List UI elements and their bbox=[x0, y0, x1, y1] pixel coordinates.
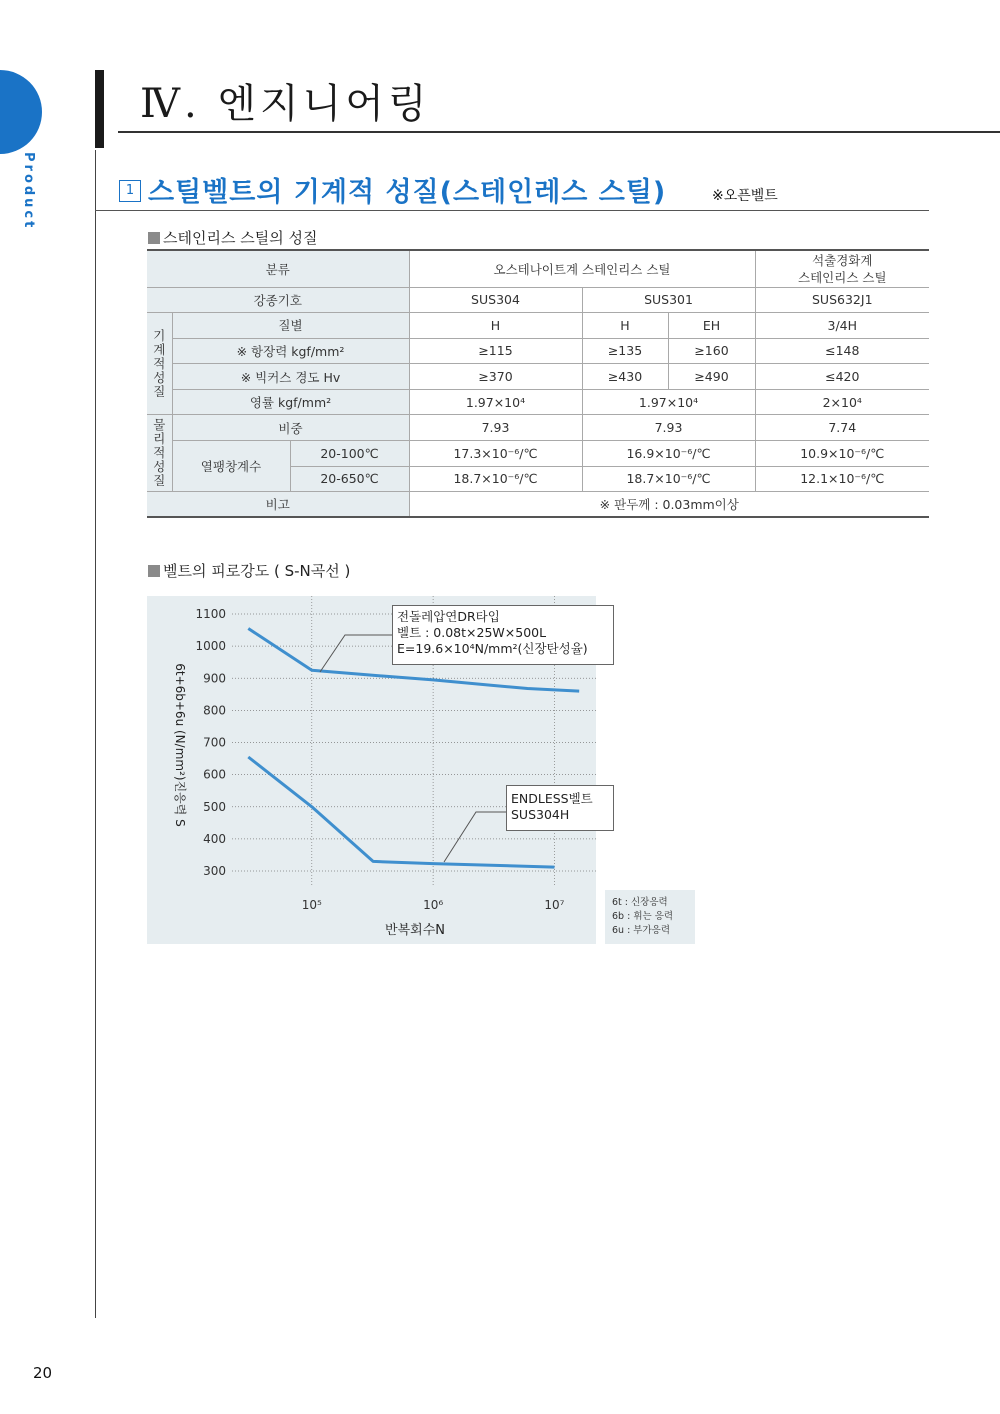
group-char: 계 bbox=[153, 341, 166, 357]
temp-range-label: 20-650℃ bbox=[290, 466, 409, 492]
grade-cell: SUS304 bbox=[409, 287, 582, 313]
row-label: 열팽창계수 bbox=[172, 441, 290, 492]
leader-line-endless bbox=[444, 812, 506, 862]
y-tick-label: 400 bbox=[203, 831, 226, 846]
cell: 3/4H bbox=[755, 313, 929, 339]
leader-line-dr bbox=[320, 635, 392, 672]
y-tick-label: 1100 bbox=[195, 607, 226, 621]
y-tick-label: 600 bbox=[203, 767, 226, 782]
cell: ≥115 bbox=[409, 338, 582, 364]
cell: ≤420 bbox=[755, 364, 929, 390]
row-label: ※ 빅커스 경도 Hv bbox=[172, 364, 409, 390]
annotation-line: E=19.6×10⁴N/mm²(신장탄성율) bbox=[397, 641, 588, 656]
cell: ≥160 bbox=[668, 338, 755, 364]
section-title: 스틸벨트의 기계적 성질(스테인레스 스틸) bbox=[148, 177, 667, 208]
annotation-line: ENDLESS벨트 bbox=[511, 791, 593, 806]
y-tick-label: 900 bbox=[203, 671, 226, 686]
cell: 10.9×10⁻⁶/℃ bbox=[755, 441, 929, 467]
header-precipitation-line1: 석출경화계 bbox=[812, 252, 873, 268]
group-char: 기 bbox=[153, 327, 166, 343]
annotation-box-endless bbox=[506, 785, 614, 831]
cell: 18.7×10⁻⁶/℃ bbox=[582, 466, 755, 492]
annotation-leaders bbox=[320, 635, 506, 862]
cell: 7.93 bbox=[582, 415, 755, 441]
cell: H bbox=[582, 313, 668, 339]
legend-item: 6b : 휘는 응력 bbox=[612, 911, 674, 922]
annotation-line: 전돌레압연DR타입 bbox=[397, 609, 500, 624]
x-tick-label: 10⁷ bbox=[544, 898, 565, 912]
y-tick-label: 1000 bbox=[195, 639, 226, 654]
cell: H bbox=[409, 313, 582, 339]
legend-item: 6u : 부가응력 bbox=[612, 925, 671, 936]
page-number: 20 bbox=[33, 1364, 53, 1382]
grade-cell: SUS301 bbox=[582, 287, 755, 313]
x-tick-label: 10⁶ bbox=[423, 898, 444, 912]
group-char: 물 bbox=[153, 417, 166, 433]
y-tick-label: 300 bbox=[203, 864, 226, 878]
group-char: 적 bbox=[153, 445, 166, 461]
cell: 18.7×10⁻⁶/℃ bbox=[409, 466, 582, 492]
cell: 12.1×10⁻⁶/℃ bbox=[755, 466, 929, 492]
grade-cell: SUS632J1 bbox=[755, 287, 929, 313]
cell: EH bbox=[668, 313, 755, 339]
group-char: 질 bbox=[153, 473, 166, 489]
header-category: 분류 bbox=[147, 250, 409, 287]
header-precipitation-line2: 스테인리스 스틸 bbox=[798, 269, 887, 285]
row-label: 비중 bbox=[172, 415, 409, 441]
cell: ≥135 bbox=[582, 338, 668, 364]
group-char: 성 bbox=[153, 369, 166, 385]
cell: 1.97×10⁴ bbox=[582, 389, 755, 415]
grade-label: 강종기호 bbox=[147, 287, 409, 313]
legend-item: 6t : 신장응력 bbox=[612, 897, 668, 908]
row-label: 질별 bbox=[172, 313, 409, 339]
y-tick-label: 800 bbox=[203, 703, 226, 718]
cell: 17.3×10⁻⁶/℃ bbox=[409, 441, 582, 467]
group-char: 성 bbox=[153, 459, 166, 475]
header-austenitic: 오스테나이트계 스테인리스 스틸 bbox=[409, 250, 755, 287]
group-char: 적 bbox=[153, 355, 166, 371]
row-label: 비고 bbox=[147, 492, 409, 518]
x-tick-labels bbox=[302, 898, 565, 912]
annotation-line: 벨트 : 0.08t×25W×500L bbox=[397, 625, 547, 640]
group-char: 질 bbox=[153, 383, 166, 399]
chart-heading-text: 벨트의 피로강도 ( S-N곡선 ) bbox=[163, 562, 351, 580]
group-char: 리 bbox=[153, 431, 166, 447]
temp-range-label: 20-100℃ bbox=[290, 441, 409, 467]
section-number: 1 bbox=[119, 180, 141, 202]
y-axis-label: 6t+6b+6u (N/mm²)진응력 S bbox=[173, 663, 187, 827]
cell: ≥490 bbox=[668, 364, 755, 390]
cell: ≤148 bbox=[755, 338, 929, 364]
cell: ≥370 bbox=[409, 364, 582, 390]
y-tick-labels bbox=[195, 607, 226, 878]
cell: 16.9×10⁻⁶/℃ bbox=[582, 441, 755, 467]
section-note: ※오픈벨트 bbox=[712, 188, 778, 204]
row-label: 영률 kgf/mm² bbox=[172, 389, 409, 415]
y-tick-label: 500 bbox=[203, 799, 226, 814]
cell: 7.93 bbox=[409, 415, 582, 441]
remark-cell: ※ 판두께 : 0.03mm이상 bbox=[409, 492, 929, 518]
cell: 2×10⁴ bbox=[755, 389, 929, 415]
row-label: ※ 항장력 kgf/mm² bbox=[172, 338, 409, 364]
annotation-line: SUS304H bbox=[511, 807, 570, 822]
y-tick-label: 700 bbox=[203, 735, 226, 750]
cell: 7.74 bbox=[755, 415, 929, 441]
cell: ≥430 bbox=[582, 364, 668, 390]
chapter-title: Ⅳ. 엔지니어링 bbox=[140, 81, 431, 127]
side-label: Product bbox=[21, 152, 36, 231]
x-axis-label: 반복회수N bbox=[385, 923, 445, 938]
x-tick-label: 10⁵ bbox=[301, 898, 322, 912]
table-heading-text: 스테인리스 스틸의 성질 bbox=[163, 229, 318, 247]
cell: 1.97×10⁴ bbox=[409, 389, 582, 415]
annotation-box-dr bbox=[392, 605, 614, 665]
